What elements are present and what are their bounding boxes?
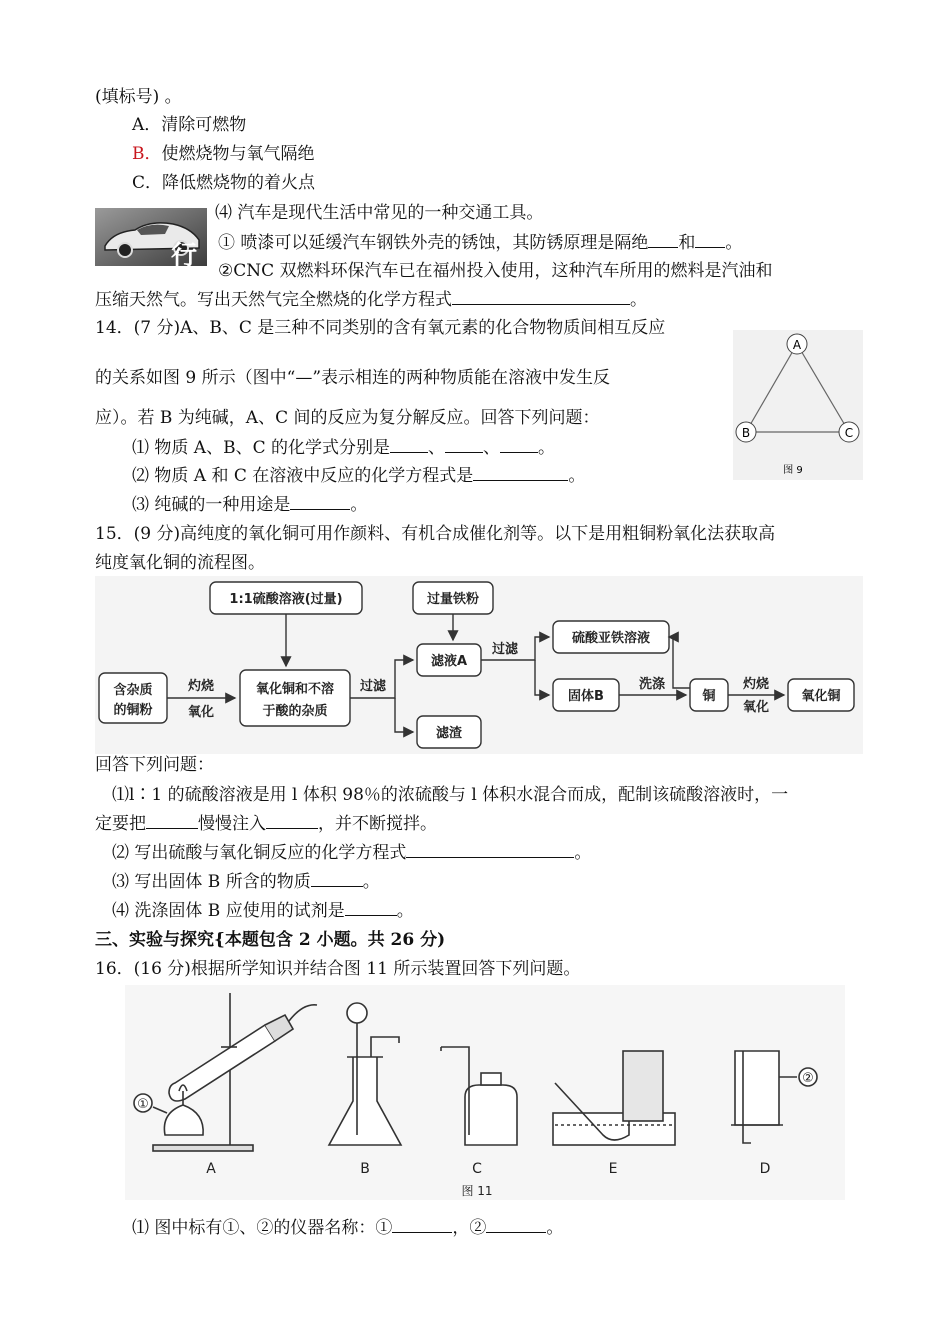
section-3-heading: 三、实验与探究{本题包含 2 小题。共 26 分) [95,930,446,950]
label-e: E [608,1161,618,1177]
car-label: 行 [171,241,198,266]
label-c: C [472,1161,482,1177]
q15-sub4-end: 。 [396,901,414,921]
q13-option-c [132,172,315,194]
gas-jar [623,1051,663,1121]
flow-solid-b: 固体B [568,689,604,704]
option-text: 降低燃烧物的着火点 [162,173,316,193]
flow-acid: 1:1硫酸溶液(过量) [229,592,343,607]
flow-wash: 洗涤 [638,677,666,692]
q15-line1: 15．(9 分)高纯度的氧化铜可用作颜料、有机合成催化剂等。以下是用粗铜粉氧化法获取高 [95,524,776,544]
sub4-2-end: 。 [630,290,647,310]
flow-burn2-b: 氧化 [742,700,770,715]
flow-filter2: 过滤 [491,642,519,657]
q14-sub1-end: 。 [538,438,555,458]
q16-sub1-end: 。 [546,1218,564,1238]
q13-sub4-2-line1: ②CNC 双燃料环保汽车已在福州投入使用，这种汽车所用的燃料是汽油和 [218,261,773,281]
answer-blank[interactable] [406,843,574,858]
flow-ferrous: 硫酸亚铁溶液 [571,631,651,646]
q15-sub2-end: 。 [574,843,592,863]
flow-burn2-a: 灼烧 [742,677,770,692]
q14-line1: 14．(7 分)A、B、C 是三种不同类别的含有氧元素的化合物物质间相互反应 [95,318,666,338]
flow-chart [95,576,863,754]
sub4-1-and: 和 [678,233,696,253]
figure-9 [733,330,863,480]
q14-line3: 应）。若 B 为纯碱，A、C 间的反应为复分解反应。回答下列问题： [95,408,600,428]
q15-answer-intro: 回答下列问题： [95,755,214,775]
flow-raw-1: 含杂质 [113,683,153,698]
answer-blank[interactable] [266,814,318,829]
flow-copper: 铜 [702,689,716,704]
q13-sub4-2-line2 [95,289,647,311]
q16-sub1-text-b: ，② [452,1218,487,1238]
q14-line2: 的关系如图 9 所示（图中“—”表示相连的两种物质能在溶液中发生反 [95,368,611,388]
answer-blank[interactable] [648,233,678,248]
q15-sub2 [112,842,591,864]
separator: 、 [483,438,500,458]
flow-burn1-b: 氧化 [187,705,215,720]
answer-blank[interactable] [452,290,630,305]
answer-blank[interactable] [500,438,538,453]
flow-mix-1: 氧化铜和不溶 [255,682,335,697]
answer-blank[interactable] [290,495,350,510]
flow-burn1-a: 灼烧 [187,679,215,694]
sub4-1-end: 。 [725,233,743,253]
label-d: D [759,1161,771,1177]
q15-sub4-text: ⑷ 洗涤固体 B 应使用的试剂是 [112,901,345,921]
label-b: B [360,1161,370,1177]
q13-option-b [132,143,315,165]
flow-iron: 过量铁粉 [426,592,480,607]
flow-raw-2: 的铜粉 [113,703,153,718]
flow-mix-2: 于酸的杂质 [262,704,328,719]
sub4-2-text: 压缩天然气。写出天然气完全燃烧的化学方程式 [95,290,452,310]
q13-sub4-intro: ⑷ 汽车是现代生活中常见的一种交通工具。 [215,203,544,223]
q13-stem-tail: (填标号) 。 [95,87,182,107]
q15-sub1-text-a: 定要把 [95,814,146,834]
figure-11-caption: 图 11 [461,1184,493,1198]
node-c: C [844,426,854,440]
figure-caption: 图 9 [783,465,803,476]
mark-1: ① [137,1097,149,1112]
q14-sub3-text: ⑶ 纯碱的一种用途是 [132,495,291,515]
figure-11 [125,985,845,1200]
answer-blank[interactable] [345,901,397,916]
answer-blank[interactable] [390,438,428,453]
option-text: 清除可燃物 [161,115,247,135]
q16-line1: 16．(16 分)根据所学知识并结合图 11 所示装置回答下列问题。 [95,959,581,979]
q15-sub4 [112,900,414,922]
separator: 、 [428,438,445,458]
q16-sub1-text: ⑴ 图中标有①、②的仪器名称：① [132,1218,393,1238]
flow-filter1: 过滤 [359,679,387,694]
q15-sub3-end: 。 [362,872,380,892]
answer-blank[interactable] [445,438,483,453]
q14-sub2-end: 。 [568,466,586,486]
q14-sub2-text: ⑵ 物质 A 和 C 在溶液中反应的化学方程式是 [132,466,474,486]
q14-sub3 [132,494,367,516]
node-b: B [741,426,751,440]
funnel-bulb [347,1003,367,1023]
q15-sub3-text: ⑶ 写出固体 B 所含的物质 [112,872,311,892]
q13-option-a [132,114,246,136]
q14-sub2 [132,465,585,487]
q14-sub3-end: 。 [350,495,368,515]
q16-sub1 [132,1217,563,1239]
answer-blank[interactable] [473,466,568,481]
sub4-1-text: ① 喷漆可以延缓汽车钢铁外壳的锈蚀，其防锈原理是隔绝 [218,233,649,253]
option-text: 使燃烧物与氧气隔绝 [161,144,315,164]
answer-blank[interactable] [146,814,198,829]
q14-sub1-text: ⑴ 物质 A、B、C 的化学式分别是 [132,438,390,458]
q15-line2: 纯度氧化铜的流程图。 [95,553,265,573]
car-image [95,208,207,266]
wash-bottle [465,1085,517,1145]
answer-blank[interactable] [695,233,725,248]
label-a: A [206,1161,216,1177]
stand-base [153,1145,253,1151]
answer-blank[interactable] [486,1218,546,1233]
answer-blank[interactable] [311,872,363,887]
q15-sub1-text-b: 慢慢注入 [198,814,266,834]
gas-jar-d [735,1051,779,1125]
flow-residue: 滤渣 [435,726,463,741]
node-a: A [792,338,802,352]
flow-filtrate: 滤液A [430,654,468,669]
flow-cuo: 氧化铜 [801,689,841,704]
q15-sub1-text-c: ，并不断搅拌。 [318,814,437,834]
answer-blank[interactable] [392,1218,452,1233]
option-letter: C． [132,173,163,193]
q15-sub1-line1: ⑴l∶1 的硫酸溶液是用 l 体积 98％的浓硫酸与 l 体积水混合而成，配制该硫酸溶液时，一 [112,785,789,805]
q14-sub1 [132,437,555,459]
q15-sub2-text: ⑵ 写出硫酸与氧化铜反应的化学方程式 [112,843,407,863]
q13-sub4-1 [218,232,742,254]
option-letter: B． [132,144,162,164]
option-letter: A． [132,115,162,135]
q15-sub1-line2 [95,813,437,835]
mark-2: ② [802,1071,814,1086]
q15-sub3 [112,871,380,893]
